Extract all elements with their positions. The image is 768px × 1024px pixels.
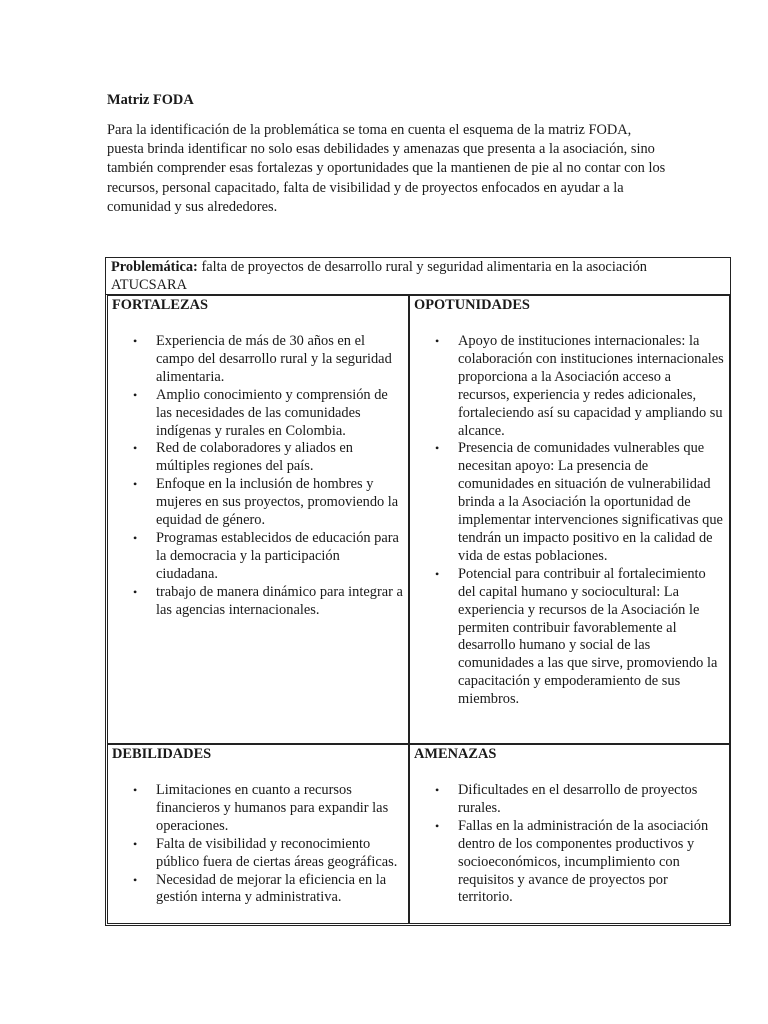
list-item-text: Apoyo de instituciones internacionales: la colaboración con instituciones internacionales proporciona a la Asociación acceso a recursos, experiencia y redes adicionales, fortaleciendo así su capacidad y ampliando su alcance. (458, 333, 724, 439)
bullet-icon: • (133, 836, 138, 851)
bullet-icon: • (133, 872, 138, 887)
foda-table (105, 257, 731, 926)
debilidades-cell (107, 744, 409, 924)
problem-statement (106, 258, 730, 295)
list-item-text: Limitaciones en cuanto a recursos financieros y humanos para expandir las operaciones. (156, 782, 389, 834)
list-item-text: Red de colaboradores y aliados en múltiples regiones del país. (156, 440, 353, 475)
bullet-icon: • (435, 818, 440, 833)
bullet-icon: • (435, 566, 440, 581)
bullet-icon: • (435, 783, 440, 797)
list-item (133, 476, 404, 530)
list-item-text: trabajo de manera dinámico para integrar a las agencias internacionales. (156, 583, 403, 618)
list-item (133, 333, 404, 387)
list-item (435, 782, 725, 818)
list-item (435, 440, 725, 565)
list-item-text: Experiencia de más de 30 años en el campo del desarrollo rural y la seguridad alimentaria. (156, 333, 392, 385)
debilidades-title: DEBILIDADES (112, 746, 212, 762)
bullet-icon: • (133, 783, 138, 797)
fortalezas-list (112, 333, 404, 620)
list-item (133, 440, 404, 476)
list-item (133, 782, 404, 836)
oportunidades-title: OPOTUNIDADES (414, 297, 530, 313)
debilidades-list (112, 782, 404, 907)
amenazas-list (414, 782, 725, 907)
bullet-icon: • (133, 387, 138, 402)
oportunidades-cell (409, 295, 730, 744)
list-item (133, 529, 404, 584)
list-item (435, 333, 725, 440)
bullet-icon: • (133, 584, 138, 599)
bullet-icon: • (133, 477, 138, 492)
list-item (133, 835, 404, 872)
bullet-icon: • (133, 334, 138, 348)
bullet-icon: • (435, 334, 440, 348)
list-item-text: Programas establecidos de educación para la democracia y la participación ciudadana. (156, 529, 399, 582)
amenazas-title: AMENAZAS (414, 746, 497, 762)
list-item (435, 817, 725, 908)
document-heading: Matriz FODA (107, 92, 194, 108)
list-item-text: Falta de visibilidad y reconocimiento público fuera de ciertas áreas geográficas. (156, 835, 398, 870)
oportunidades-list (414, 333, 725, 709)
list-item (133, 583, 404, 620)
bullet-icon: • (435, 441, 440, 456)
intro-paragraph: Para la identificación de la problemática se toma en cuenta el esquema de la matriz FODA, puesta brinda identificar no solo esas debilidades y amenazas que presenta a la asociación, sino también comprender esas fortalezas y oportunidades que la mantienen de pie al no contar con los recursos, personal capacitado, falta de visibilidad y de proyectos enfocados en ayudar a la comunidad y sus alrededores. (107, 122, 666, 215)
list-item-text: Amplio conocimiento y comprensión de las necesidades de las comunidades indígenas y rurales en Colombia. (156, 386, 388, 439)
amenazas-cell (409, 744, 730, 924)
list-item-text: Dificultades en el desarrollo de proyectos rurales. (458, 782, 698, 816)
list-item-text: Potencial para contribuir al fortalecimiento del capital humano y sociocultural: La experiencia y recursos de la Asociación le permiten contribuir favorablemente al desarrollo humano y social de las comunidades a las que sirve, promoviendo la capacitación y empoderamiento de sus miembros. (458, 565, 718, 708)
problem-text: falta de proyectos de desarrollo rural y seguridad alimentaria en la asociación ATUCSARA (111, 259, 647, 293)
fortalezas-cell (107, 295, 409, 744)
list-item (133, 871, 404, 908)
list-item-text: Necesidad de mejorar la eficiencia en la gestión interna y administrativa. (156, 871, 387, 906)
problem-label: Problemática: (111, 259, 198, 275)
list-item-text: Presencia de comunidades vulnerables que necesitan apoyo: La presencia de comunidades en situación de vulnerabilidad brinda a la Asociación la oportunidad de implementar intervenciones significativas que tendrán un impacto positivo en la calidad de vida de estas poblaciones. (458, 440, 723, 564)
bullet-icon: • (133, 530, 138, 545)
bullet-icon: • (133, 441, 138, 456)
list-item-text: Enfoque en la inclusión de hombres y mujeres en sus proyectos, promoviendo la equidad de género. (156, 476, 399, 529)
list-item (435, 565, 725, 709)
list-item-text: Fallas en la administración de la asociación dentro de los componentes productivos y socioeconómicos, incumplimiento con requisitos y avance de proyectos por territorio. (458, 817, 709, 906)
fortalezas-title: FORTALEZAS (112, 297, 208, 313)
list-item (133, 386, 404, 441)
